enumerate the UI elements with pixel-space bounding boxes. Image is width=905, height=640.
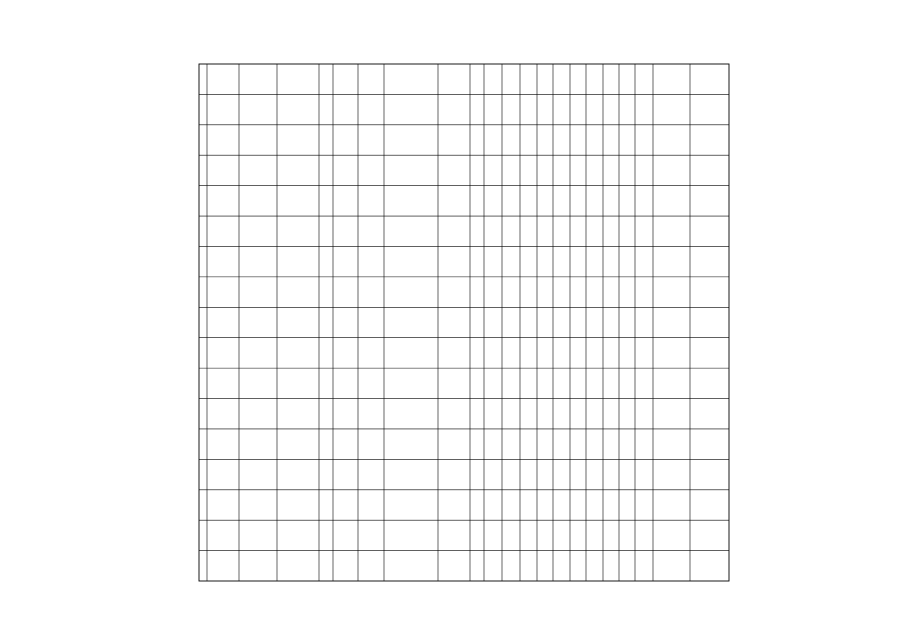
table-border <box>199 64 729 581</box>
table-grid <box>199 64 729 581</box>
